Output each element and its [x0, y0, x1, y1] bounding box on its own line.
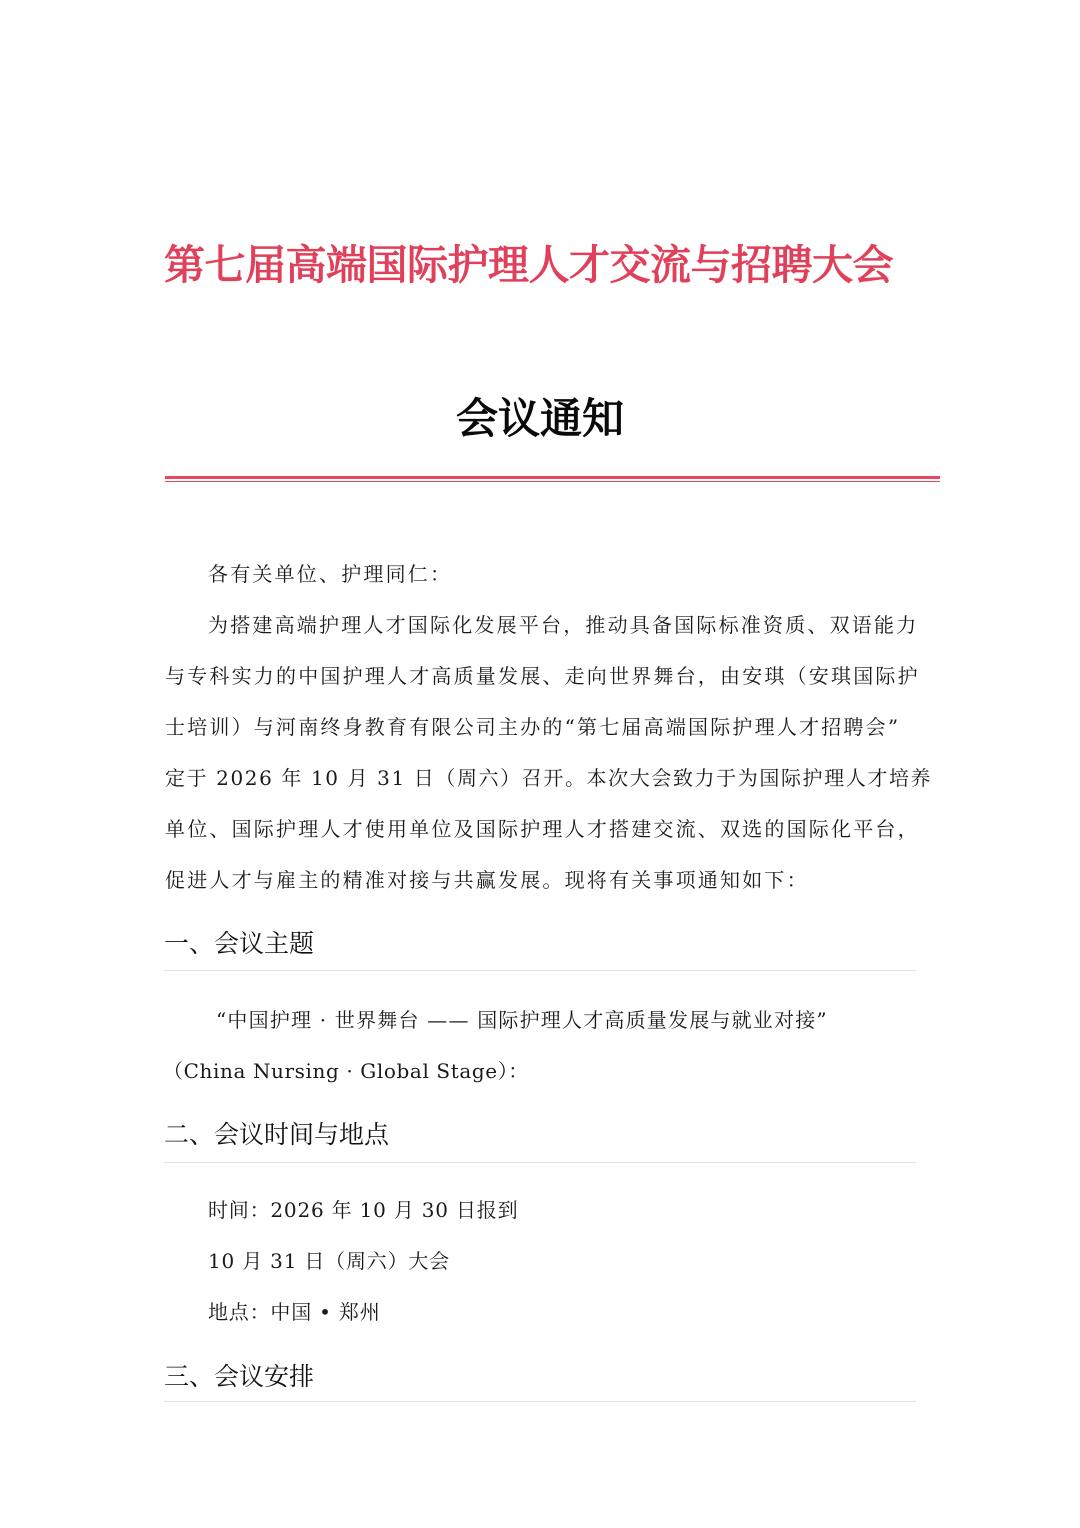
section-heading-arrangement: 三、会议安排	[164, 1362, 315, 1391]
section-heading-time-place: 二、会议时间与地点	[164, 1120, 390, 1149]
intro-line: 促进人才与雇主的精准对接与共赢发展。现将有关事项通知如下：	[165, 868, 809, 892]
time-line: 时间：2026 年 10 月 30 日报到	[208, 1198, 519, 1222]
section-divider	[164, 1162, 916, 1163]
theme-line: “中国护理 · 世界舞台 —— 国际护理人才高质量发展与就业对接”	[216, 1008, 828, 1032]
document-subtitle: 会议通知	[455, 394, 624, 443]
section-divider	[164, 1401, 916, 1402]
intro-line: 定于 2026 年 10 月 31 日（周六）召开。本次大会致力于为国际护理人才培养	[165, 766, 933, 790]
intro-line: 为搭建高端护理人才国际化发展平台，推动具备国际标准资质、双语能力	[208, 613, 919, 637]
title-divider	[165, 476, 940, 482]
theme-line: （China Nursing · Global Stage）：	[163, 1059, 529, 1083]
section-divider	[164, 970, 916, 971]
intro-line: 单位、国际护理人才使用单位及国际护理人才搭建交流、双选的国际化平台，	[165, 817, 920, 841]
intro-line: 与专科实力的中国护理人才高质量发展、走向世界舞台，由安琪（安琪国际护	[165, 664, 920, 688]
document-title: 第七届高端国际护理人才交流与招聘大会	[164, 241, 893, 289]
intro-line: 士培训）与河南终身教育有限公司主办的“第七届高端国际护理人才招聘会”	[165, 715, 901, 739]
salutation: 各有关单位、护理同仁：	[208, 562, 453, 586]
time-line: 10 月 31 日（周六）大会	[208, 1249, 450, 1273]
place-line: 地点：中国 • 郑州	[208, 1300, 381, 1324]
section-heading-theme: 一、会议主题	[164, 929, 315, 958]
